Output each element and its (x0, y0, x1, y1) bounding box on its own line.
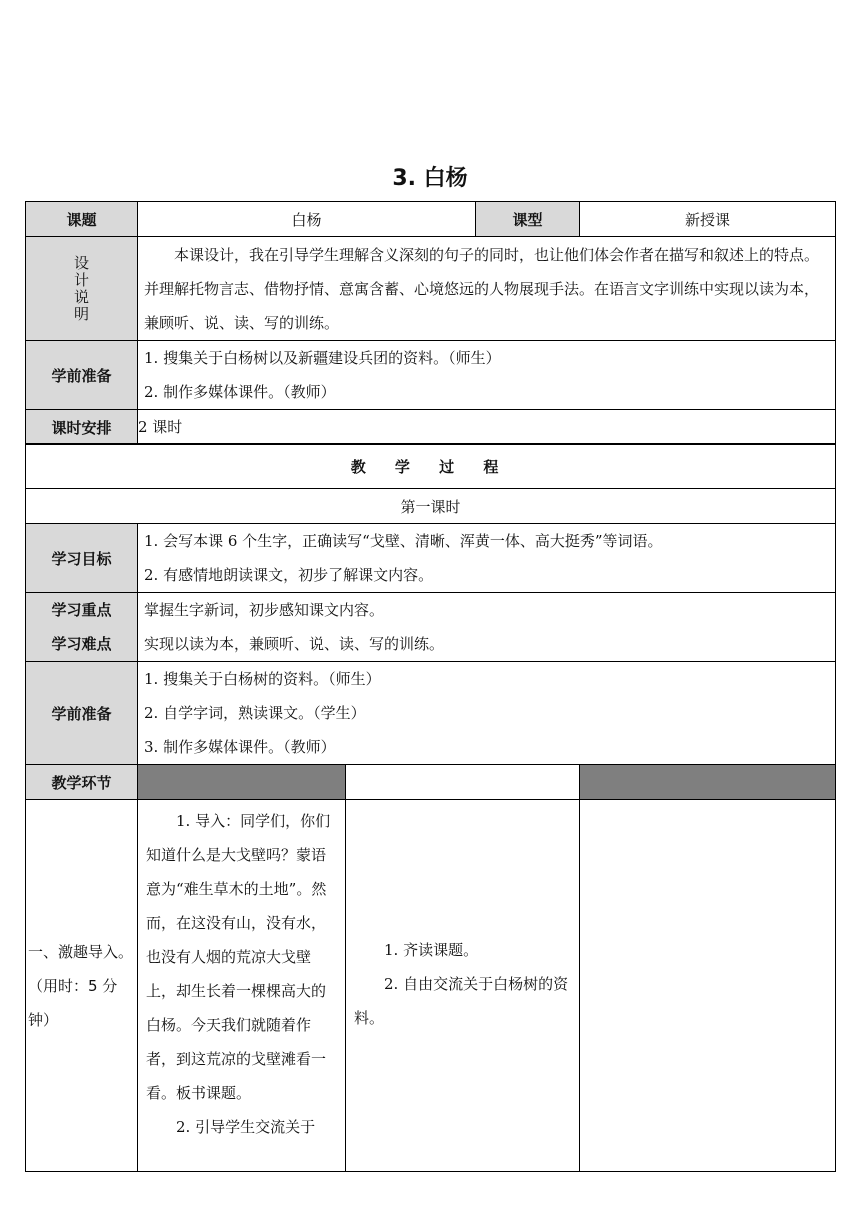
key-difficulty-cell (138, 593, 836, 662)
goal-item: 2. 有感情地朗读课文，初步了解课文内容。 (144, 566, 434, 584)
student-para: 1. 齐读课题。 (384, 940, 479, 959)
prep2-cell (138, 662, 836, 765)
page-title: 3. 白杨 (392, 166, 468, 191)
type-value: 新授课 (580, 202, 836, 237)
goal-cell (138, 524, 836, 593)
stage-header-blank (138, 765, 346, 800)
design-text-cell (138, 237, 836, 341)
prep2-item: 1. 搜集关于白杨树的资料。（师生） (144, 670, 381, 688)
lesson-info-table (25, 201, 836, 445)
prep2-item: 2. 自学字词，熟读课文。（学生） (144, 704, 366, 722)
type-label: 课型 (476, 202, 580, 237)
difficulty-label: 学习难点 (51, 635, 112, 653)
student-activity-cell (346, 800, 580, 1172)
topic-value: 白杨 (138, 202, 476, 237)
prep-item: 2. 制作多媒体课件。（教师） (144, 383, 336, 401)
prep-label: 学前准备 (26, 341, 138, 410)
teaching-process-table (25, 443, 836, 1172)
prep2-label: 学前准备 (26, 662, 138, 765)
prep-item: 1. 搜集关于白杨树以及新疆建设兵团的资料。（师生） (144, 349, 501, 367)
difficulty-text: 实现以读为本，兼顾听、说、读、写的训练。 (144, 635, 445, 653)
topic-label: 课题 (26, 202, 138, 237)
design-label: 设计说明 (74, 253, 90, 323)
period-value: 2 课时 (138, 410, 836, 445)
student-para: 2. 自由交流关于白杨树的资料。 (354, 974, 569, 1027)
stage-label: 教学环节 (26, 765, 138, 800)
key-difficulty-label-cell (26, 593, 138, 662)
teacher-para: 2. 引导学生交流关于 (176, 1118, 316, 1136)
stage1-name: 一、激趣导入。（用时：5 分钟） (28, 942, 134, 1029)
key-label: 学习重点 (51, 601, 112, 619)
stage-header-blank (346, 765, 580, 800)
notes-cell (580, 800, 836, 1172)
goal-label: 学习目标 (26, 524, 138, 593)
process-heading: 教 学 过 程 (26, 444, 836, 489)
prep2-item: 3. 制作多媒体课件。（教师） (144, 738, 336, 756)
design-label-cell (26, 237, 138, 341)
period-label: 课时安排 (26, 410, 138, 445)
key-text: 掌握生字新词，初步感知课文内容。 (144, 601, 385, 619)
goal-item: 1. 会写本课 6 个生字，正确读写“戈壁、清晰、浑黄一体、高大挺秀”等词语。 (144, 532, 663, 550)
teacher-para: 1. 导入：同学们，你们知道什么是大戈壁吗？蒙语意为“难生草木的土地”。然而，在这没有山，没有水，也没有人烟的荒凉大戈壁上，却生长着一棵棵高大的白杨。今天我们就随着作者，到这荒凉的戈壁滩看一看。板书课题。 (146, 812, 331, 1102)
prep-cell (138, 341, 836, 410)
teacher-activity-cell (138, 800, 346, 1172)
stage-header-blank (580, 765, 836, 800)
lesson-title: 第一课时 (26, 489, 836, 524)
design-text: 本课设计，我在引导学生理解含义深刻的句子的同时，也让他们体会作者在描写和叙述上的特点。并理解托物言志、借物抒情、意寓含蓄、心境悠远的人物展现手法。在语言文字训练中实现以读为本，兼顾听、说、读、写的训练。 (144, 245, 820, 332)
stage1-name-cell (26, 800, 138, 1172)
